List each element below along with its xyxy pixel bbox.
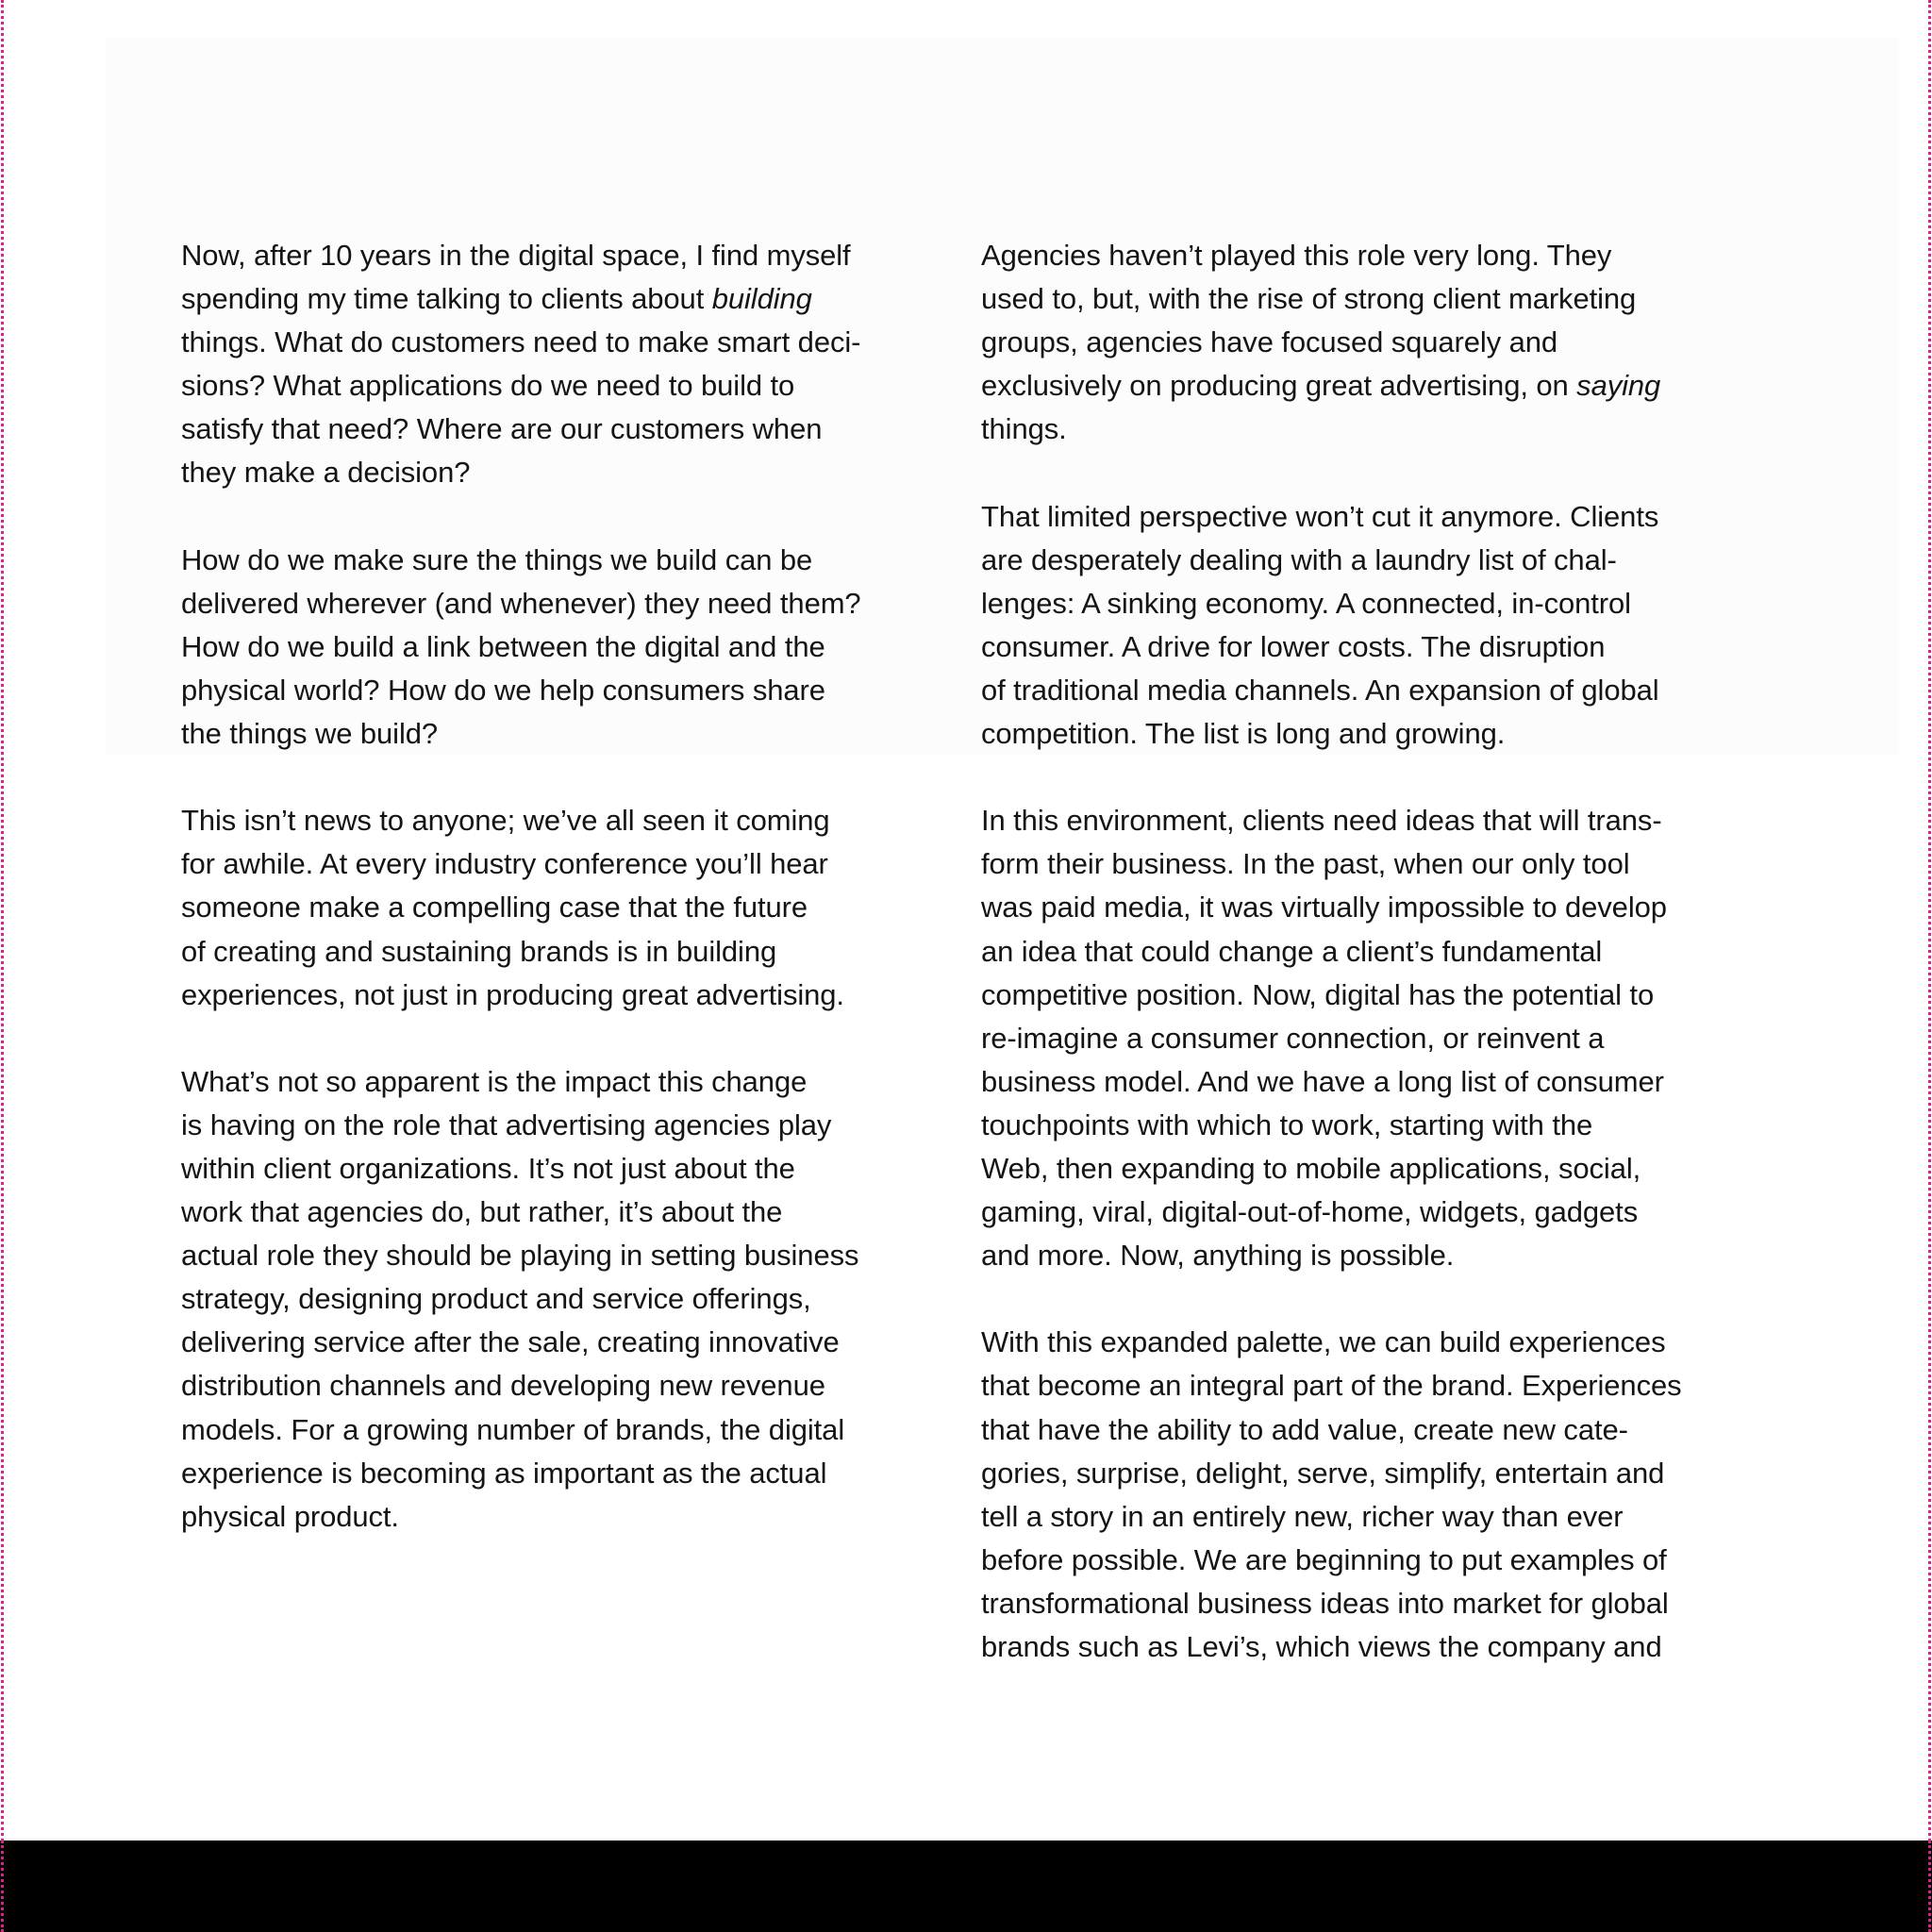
text-line: What’s not so apparent is the impact this change xyxy=(181,1064,808,1098)
text-line: Now, after 10 years in the digital space, I find myself xyxy=(181,239,851,272)
text-line: consumer. A drive for lower costs. The disruption xyxy=(981,629,1606,663)
text-line: are desperately dealing with a laundry list of chal- xyxy=(981,542,1617,576)
text-line: for awhile. At every industry conference you’ll hear xyxy=(181,847,828,881)
text-line: With this expanded palette, we can build experiences xyxy=(981,1325,1666,1359)
text-line: delivered wherever (and whenever) they need them? xyxy=(181,586,861,620)
text-line: experience is becoming as important as the actual xyxy=(181,1456,827,1490)
text-line: satisfy that need? Where are our customers when xyxy=(181,412,823,446)
text-line: physical world? How do we help consumers share xyxy=(181,673,825,707)
text-line: delivering service after the sale, creating innovative xyxy=(181,1325,840,1359)
text-line: that become an integral part of the brand. Experiences xyxy=(981,1369,1682,1403)
text-line xyxy=(981,364,1726,408)
left-margin-guide-bottom xyxy=(1,1840,4,1932)
right-margin-guide-bottom xyxy=(1928,1840,1931,1932)
paragraph xyxy=(181,234,926,495)
paragraph xyxy=(981,234,1726,451)
text-line: an idea that could change a client’s fundamental xyxy=(981,934,1603,968)
text-line: things. xyxy=(981,412,1067,446)
text-line: was paid media, it was virtually impossible to develop xyxy=(981,891,1667,924)
text-line: work that agencies do, but rather, it’s about the xyxy=(181,1195,783,1229)
text-line: How do we make sure the things we build can be xyxy=(181,542,813,576)
emphasis-text: saying xyxy=(1576,369,1661,403)
text-line: transformational business ideas into market for global xyxy=(981,1586,1669,1620)
right-margin-guide xyxy=(1928,0,1931,1932)
text-line: someone make a compelling case that the future xyxy=(181,891,808,924)
text-line: This isn’t news to anyone; we’ve all seen it coming xyxy=(181,804,830,838)
paragraph xyxy=(981,1321,1726,1669)
text-line: touchpoints with which to work, starting with the xyxy=(981,1108,1593,1141)
text-line: re-imagine a consumer connection, or reinvent a xyxy=(981,1021,1605,1055)
paragraph xyxy=(981,495,1726,757)
text-line: gories, surprise, delight, serve, simplify, entertain and xyxy=(981,1456,1665,1490)
text-line: that have the ability to add value, create new cate- xyxy=(981,1412,1628,1446)
text-line: lenges: A sinking economy. A connected, in-control xyxy=(981,586,1631,620)
text-line: within client organizations. It’s not just about the xyxy=(181,1151,795,1185)
text-line: In this environment, clients need ideas that will trans- xyxy=(981,804,1662,838)
left-text-column xyxy=(181,234,926,1582)
paragraph xyxy=(181,539,926,756)
text-line: competitive position. Now, digital has the potential to xyxy=(981,977,1655,1011)
paragraph xyxy=(981,799,1726,1277)
text-line: used to, but, with the rise of strong client marketing xyxy=(981,282,1637,316)
text-line: strategy, designing product and service offerings, xyxy=(181,1282,811,1316)
text-line xyxy=(181,277,926,321)
text-line: actual role they should be playing in setting business xyxy=(181,1239,859,1273)
text-line: gaming, viral, digital-out-of-home, widgets, gadgets xyxy=(981,1195,1639,1229)
text-line: distribution channels and developing new revenue xyxy=(181,1369,825,1403)
text-line: models. For a growing number of brands, the digital xyxy=(181,1412,845,1446)
text-line: things. What do customers need to make smart deci- xyxy=(181,325,861,359)
right-text-column xyxy=(981,234,1726,1712)
text-segment: spending my time talking to clients about xyxy=(181,282,712,316)
text-line: physical product. xyxy=(181,1499,399,1533)
text-line: groups, agencies have focused squarely and xyxy=(981,325,1558,359)
text-line: experiences, not just in producing great advertising. xyxy=(181,977,844,1011)
emphasis-text: building xyxy=(711,282,812,316)
text-line: is having on the role that advertising agencies play xyxy=(181,1108,832,1141)
text-line: business model. And we have a long list of consumer xyxy=(981,1064,1664,1098)
text-line: the things we build? xyxy=(181,717,439,751)
text-line: they make a decision? xyxy=(181,456,471,490)
text-line: and more. Now, anything is possible. xyxy=(981,1239,1455,1273)
text-line: form their business. In the past, when our only tool xyxy=(981,847,1630,881)
text-line: Web, then expanding to mobile applications, social, xyxy=(981,1151,1641,1185)
text-segment: exclusively on producing great advertising, on xyxy=(981,369,1577,403)
text-line: That limited perspective won’t cut it anymore. Clients xyxy=(981,499,1659,533)
text-line: before possible. We are beginning to put examples of xyxy=(981,1542,1667,1576)
paragraph xyxy=(181,1060,926,1539)
text-line: tell a story in an entirely new, richer way than ever xyxy=(981,1499,1624,1533)
text-line: competition. The list is long and growing. xyxy=(981,717,1506,751)
text-line: Agencies haven’t played this role very long. They xyxy=(981,239,1612,272)
left-margin-guide xyxy=(1,0,4,1932)
text-line: brands such as Levi’s, which views the company and xyxy=(981,1630,1662,1663)
bottom-black-bar xyxy=(0,1840,1932,1932)
text-line: of creating and sustaining brands is in building xyxy=(181,934,777,968)
text-line: of traditional media channels. An expansion of global xyxy=(981,673,1659,707)
paragraph xyxy=(181,799,926,1016)
text-line: sions? What applications do we need to build to xyxy=(181,369,795,403)
text-line: How do we build a link between the digital and the xyxy=(181,629,825,663)
